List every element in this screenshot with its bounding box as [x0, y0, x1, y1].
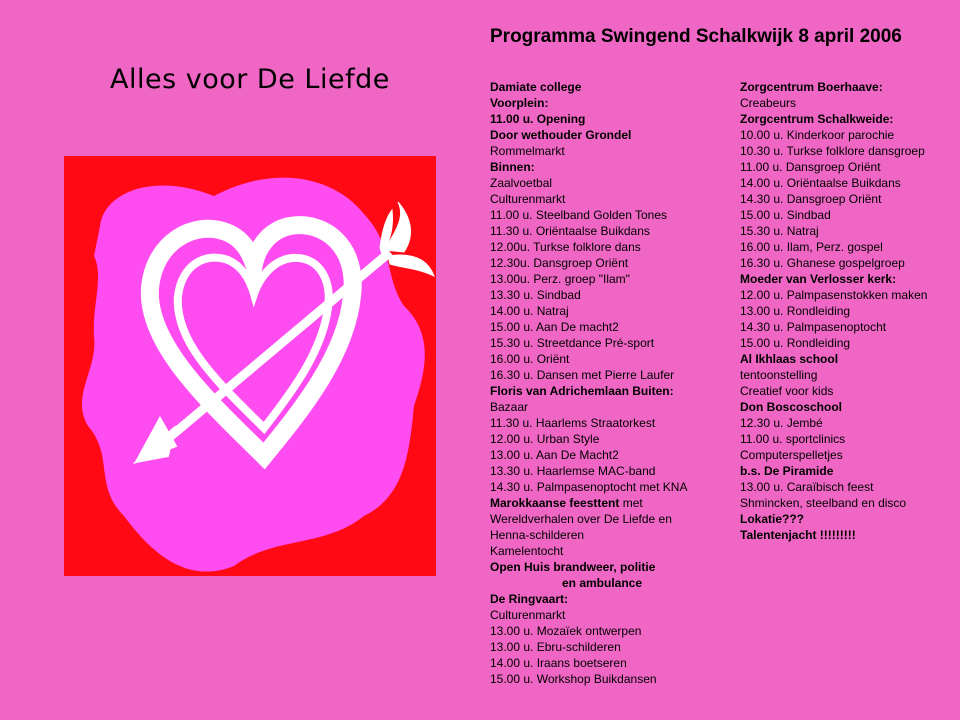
program-line: 14.00 u. Oriëntaalse Buikdans: [740, 176, 901, 190]
program-line: Binnen:: [490, 160, 535, 174]
program-line: 13.00 u. Rondleiding: [740, 304, 851, 318]
program-line: 13.00 u. Caraïbisch feest: [740, 480, 874, 494]
program-line: 12.30 u. Jembé: [740, 416, 823, 430]
program-line: 14.30 u. Dansgroep Oriënt: [740, 192, 882, 206]
program-line: 15.30 u. Streetdance Pré-sport: [490, 336, 655, 350]
program-line: 13.00 u. Aan De Macht2: [490, 448, 619, 462]
program-line: Creabeurs: [740, 96, 797, 110]
program-line: 12.00u. Turkse folklore dans: [490, 240, 641, 254]
program-line: Moeder van Verlosser kerk:: [740, 272, 897, 286]
page-title: Programma Swingend Schalkwijk 8 april 2006: [490, 26, 902, 47]
program-line: 11.00 u. Dansgroep Oriënt: [740, 160, 881, 174]
program-line-normal: met: [619, 496, 643, 510]
program-line: 11.00 u. sportclinics: [740, 432, 846, 446]
program-line: tentoonstelling: [740, 368, 818, 382]
program-line: 15.00 u. Rondleiding: [740, 336, 851, 350]
program-line: 10.30 u. Turkse folklore dansgroep: [740, 144, 925, 158]
program-line: 15.00 u. Aan De macht2: [490, 320, 619, 334]
program-line: Culturenmarkt: [490, 608, 566, 622]
program-line: Rommelmarkt: [490, 144, 565, 158]
program-line: 13.00u. Perz. groep "Ilam": [490, 272, 630, 286]
program-line: Floris van Adrichemlaan Buiten:: [490, 384, 674, 398]
program-line: Open Huis brandweer, politie: [490, 560, 656, 574]
program-line: 12.00 u. Palmpasenstokken maken: [740, 288, 928, 302]
program-line: 16.30 u. Dansen met Pierre Laufer: [490, 368, 675, 382]
program-line: Bazaar: [490, 400, 529, 414]
program-line: 14.30 u. Palmpasenoptocht: [740, 320, 887, 334]
program-line: Shmincken, steelband en disco: [740, 496, 907, 510]
program-line: 14.00 u. Iraans boetseren: [490, 656, 627, 670]
program-line: 16.00 u. Ilam, Perz. gospel: [740, 240, 883, 254]
program-line: Al Ikhlaas school: [740, 352, 839, 366]
headline: Alles voor De Liefde: [110, 64, 390, 95]
program-line: Zorgcentrum Schalkweide:: [740, 112, 894, 126]
program-line: Culturenmarkt: [490, 192, 566, 206]
program-line: Computerspelletjes: [740, 448, 843, 462]
program-line: 11.30 u. Oriëntaalse Buikdans: [490, 224, 650, 238]
program-line: Henna-schilderen: [490, 528, 585, 542]
program-line: Zaalvoetbal: [490, 176, 553, 190]
program-line: 11.30 u. Haarlems Straatorkest: [490, 416, 656, 430]
program-line: 14.30 u. Palmpasenoptocht met KNA: [490, 480, 688, 494]
program-line: Lokatie???: [740, 512, 805, 526]
program-line: Kamelentocht: [490, 544, 564, 558]
program-line: 12.00 u. Urban Style: [490, 432, 600, 446]
program-line: 15.30 u. Natraj: [740, 224, 819, 238]
program-line: Talentenjacht !!!!!!!!!: [740, 528, 856, 542]
program-line: 13.30 u. Sindbad: [490, 288, 581, 302]
program-line: 16.30 u. Ghanese gospelgroep: [740, 256, 905, 270]
program-line-bold: Marokkaanse feesttent: [490, 496, 620, 510]
program-line: De Ringvaart:: [490, 592, 569, 606]
program-line: Wereldverhalen over De Liefde en: [490, 512, 672, 526]
program-line: Don Boscoschool: [740, 400, 843, 414]
program-line: 15.00 u. Workshop Buikdansen: [490, 672, 657, 686]
program-column-left: [490, 79, 687, 687]
program-line: 15.00 u. Sindbad: [740, 208, 831, 222]
program-line: Damiate college: [490, 80, 582, 94]
program-line: 14.00 u. Natraj: [490, 304, 569, 318]
program-line: 10.00 u. Kinderkoor parochie: [740, 128, 895, 142]
program-line: Creatief voor kids: [740, 384, 834, 398]
program-line: 13.30 u. Haarlemse MAC-band: [490, 464, 656, 478]
program-line: Voorplein:: [490, 96, 549, 110]
program-line: 13.00 u. Mozaïek ontwerpen: [490, 624, 642, 638]
program-column-right: [740, 79, 927, 543]
program-line: 11.00 u. Steelband Golden Tones: [490, 208, 668, 222]
program-line: en ambulance: [562, 576, 643, 590]
program-line: 12.30u. Dansgroep Oriënt: [490, 256, 629, 270]
heart-arrow-illustration: [64, 156, 436, 576]
program-line: b.s. De Piramide: [740, 464, 834, 478]
program-line: 11.00 u. Opening: [490, 112, 586, 126]
program-line: Zorgcentrum Boerhaave:: [740, 80, 883, 94]
program-line: [490, 495, 687, 511]
program-line: 16.00 u. Oriënt: [490, 352, 570, 366]
program-line: 13.00 u. Ebru-schilderen: [490, 640, 621, 654]
program-line: Door wethouder Grondel: [490, 128, 632, 142]
